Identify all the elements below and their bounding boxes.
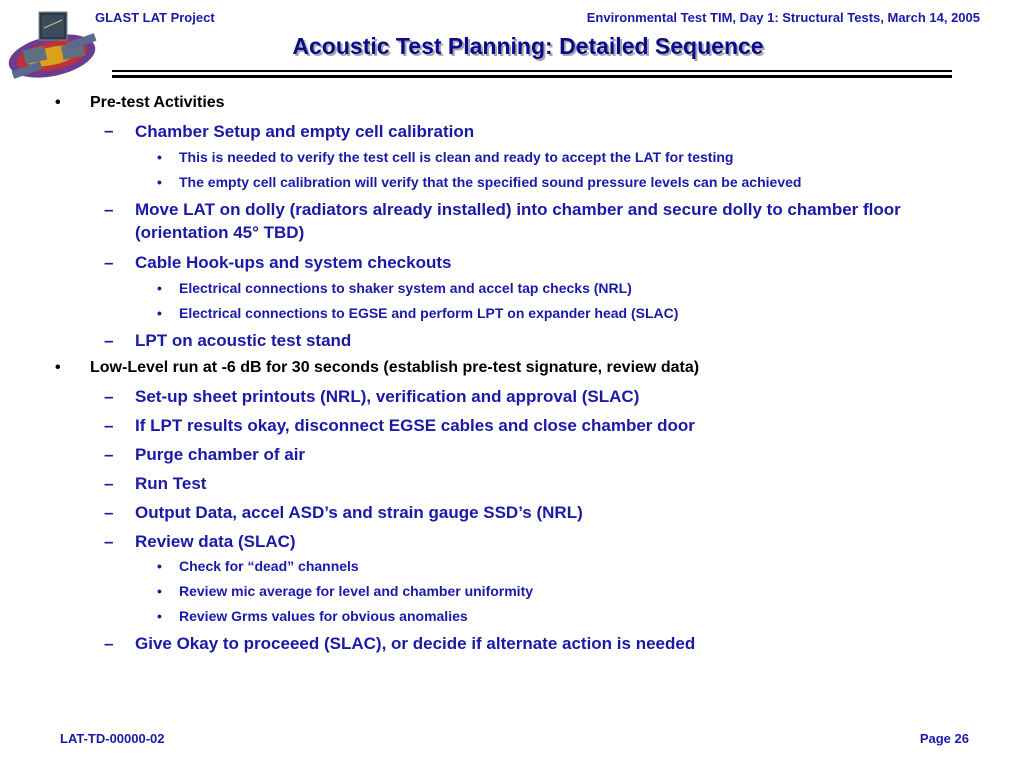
dash-marker: – xyxy=(104,532,114,551)
list-item: Electrical connections to shaker system and accel tap checks (NRL) xyxy=(179,280,632,296)
list-item: Pre-test Activities xyxy=(90,94,225,111)
list-item: This is needed to verify the test cell is clean and ready to accept the LAT for testing xyxy=(179,149,734,165)
bullet-marker: • xyxy=(55,94,61,111)
list-item: Set-up sheet printouts (NRL), verification and approval (SLAC) xyxy=(135,387,640,406)
dash-marker: – xyxy=(104,121,114,140)
list-item: Electrical connections to EGSE and perform LPT on expander head (SLAC) xyxy=(179,305,679,321)
dash-marker: – xyxy=(104,416,114,435)
list-item: Run Test xyxy=(135,474,207,493)
dash-marker: – xyxy=(104,634,114,653)
dash-marker: – xyxy=(104,474,114,493)
page-number: Page 26 xyxy=(919,731,969,746)
list-item: Check for “dead” channels xyxy=(179,558,359,574)
bullet-marker: • xyxy=(157,174,162,190)
dash-marker: – xyxy=(104,253,114,272)
dash-marker: – xyxy=(104,445,114,464)
list-item: Review Grms values for obvious anomalies xyxy=(179,608,468,624)
list-item: Review data (SLAC) xyxy=(135,532,296,551)
list-item: Low-Level run at -6 dB for 30 seconds (establish pre-test signature, review data) xyxy=(90,359,700,376)
list-item: If LPT results okay, disconnect EGSE cables and close chamber door xyxy=(135,416,695,435)
dash-marker: – xyxy=(104,331,114,350)
list-item: Cable Hook-ups and system checkouts xyxy=(135,253,452,272)
project-name: GLAST LAT Project xyxy=(95,10,215,25)
dash-marker: – xyxy=(104,387,114,406)
list-item: Give Okay to proceeed (SLAC), or decide if alternate action is needed xyxy=(135,634,696,653)
bullet-marker: • xyxy=(157,305,162,321)
bullet-marker: • xyxy=(157,149,162,165)
list-item: Chamber Setup and empty cell calibration xyxy=(135,122,475,141)
document-id: LAT-TD-00000-02 xyxy=(60,731,165,746)
list-item: Output Data, accel ASD’s and strain gauge SSD’s (NRL) xyxy=(135,503,583,522)
bullet-marker: • xyxy=(157,608,162,624)
dash-marker: – xyxy=(104,200,114,219)
list-item: The empty cell calibration will verify that the specified sound pressure levels can be achieved xyxy=(179,174,802,190)
bullet-marker: • xyxy=(157,583,162,599)
slide-title: Acoustic Test Planning: Detailed Sequence xyxy=(292,33,764,59)
bullet-marker: • xyxy=(157,280,162,296)
list-item: Review mic average for level and chamber uniformity xyxy=(179,583,534,599)
bullet-marker: • xyxy=(55,359,61,376)
list-item: Purge chamber of air xyxy=(135,445,306,464)
meeting-title: Environmental Test TIM, Day 1: Structural Tests, March 14, 2005 xyxy=(586,10,980,25)
list-item: LPT on acoustic test stand xyxy=(135,331,352,350)
bullet-marker: • xyxy=(157,558,162,574)
list-item: Move LAT on dolly (radiators already installed) into chamber and secure dolly to chamber floor (orientation 45° TBD) xyxy=(135,200,901,242)
dash-marker: – xyxy=(104,503,114,522)
